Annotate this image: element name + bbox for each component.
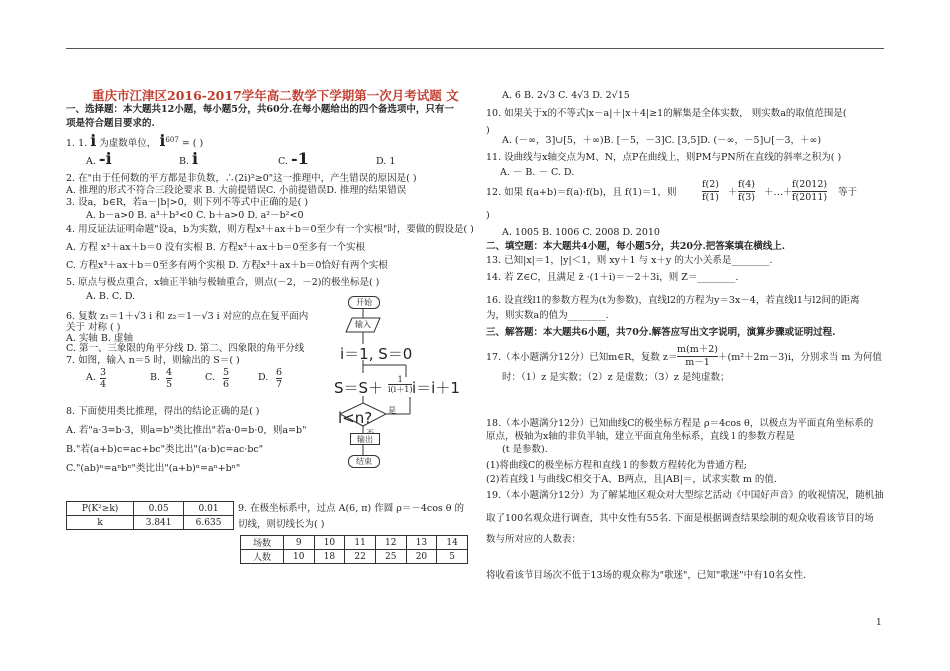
q12-f1-den: f(1) bbox=[702, 192, 719, 203]
q7: 7. 如图，输入 n＝5 时，则输出的 S＝( ) bbox=[66, 355, 240, 366]
q6-cont: 关于 对称 ( ) bbox=[66, 322, 121, 333]
q7-a-num: 3 bbox=[100, 367, 107, 378]
q19-cont3: 将收看该节目场次不低于13场的观众称为"歌迷"，已知"歌迷"中有10名女性. bbox=[486, 570, 807, 581]
q7-b-den: 5 bbox=[166, 379, 173, 390]
critical-value-table bbox=[66, 501, 234, 530]
q7-option-d bbox=[258, 371, 268, 384]
page-number: 1 bbox=[876, 618, 882, 628]
header-rule bbox=[66, 48, 884, 49]
q9-cont: 切线，则切线长为( ) bbox=[238, 519, 325, 530]
q14: 14. 若 Z∈C，且满足 z̄ ·(1＋i)＝－2＋3i，则 Z＝________. bbox=[486, 272, 739, 283]
q1-c-label: C. bbox=[278, 156, 288, 167]
flow-frac-num: 1 bbox=[388, 375, 412, 385]
q7-d-num: 6 bbox=[276, 367, 283, 378]
q12-f1-num: f(2) bbox=[702, 179, 719, 190]
q1-number: 1. 1. bbox=[66, 138, 88, 150]
q7-option-b bbox=[150, 371, 160, 384]
q12-f3-num: f(2012) bbox=[792, 179, 828, 190]
flow-condition: i<n? bbox=[338, 409, 373, 427]
q19: 19.（本小题满分12分）为了解某地区观众对大型综艺活动《中国好声音》的收视情况，随机抽 bbox=[486, 490, 884, 501]
q12-plus: ＋ bbox=[728, 187, 738, 198]
q12-tail: 等于 bbox=[838, 187, 858, 198]
q12-f3-den: f(2011) bbox=[792, 192, 828, 203]
q1-c-value: -1 bbox=[290, 149, 309, 168]
table-cell: 人数 bbox=[241, 550, 284, 564]
q1 bbox=[66, 131, 204, 151]
q7-b-num: 4 bbox=[166, 367, 173, 378]
section-1-heading-cont: 项是符合题目要求的. bbox=[66, 118, 155, 129]
q4: 4. 用反证法证明命题"设a，b为实数，则方程x³＋ax＋b＝0至少有一个实根"时，要做的假设是( ) bbox=[66, 224, 474, 235]
q1-equals: = ( ) bbox=[181, 138, 204, 150]
q10: 10. 如果关于x的不等式|x－a|＋|x＋4|≥1的解集是全体实数， 则实数a的取值范围是( bbox=[486, 108, 847, 119]
q16: 16. 设直线l1的参数方程为(t为参数)，直线l2的方程为y＝3x－4，若直线l1与l2间的距离 bbox=[486, 295, 860, 306]
flow-yes: 是 bbox=[388, 406, 396, 415]
q8-option-a: A. 若"a·3=b·3，则a=b"类比推出"若a·0=b·0，则a=b" bbox=[66, 425, 307, 436]
section-3-heading: 三、解答题：本大题共6小题，共70分.解答应写出文字说明，演算步骤或证明过程. bbox=[486, 327, 836, 338]
q1-option-c bbox=[278, 149, 309, 168]
q1-option-a bbox=[86, 149, 112, 168]
q16-cont: 为，则实数a的值为________. bbox=[486, 310, 609, 321]
q12-f2-num: f(4) bbox=[738, 179, 755, 190]
table-cell: 11 bbox=[345, 536, 376, 550]
flow-frac-den: i(i＋1) bbox=[388, 385, 413, 394]
q4-options-ab: A. 方程 x³＋ax＋b＝0 没有实根 B. 方程x³＋ax＋b＝0至多有一个实根 bbox=[66, 242, 366, 253]
q7-c-den: 6 bbox=[223, 379, 230, 390]
q18-param: (t 是参数). bbox=[502, 444, 548, 455]
q17: 17.（本小题满分12分）已知m∈R，复数 z＝ bbox=[486, 352, 678, 363]
table-cell: 0.01 bbox=[184, 502, 234, 516]
table-cell: P(K²≥k) bbox=[67, 502, 134, 516]
q1-text: 为虚数单位， bbox=[99, 138, 157, 150]
q6-options-cd: C. 第一、三象限的角平分线 D. 第二、四象限的角平分线 bbox=[66, 343, 305, 354]
section-2-heading: 二、填空题：本大题共4小题，每小题5分，共20分.把答案填在横线上. bbox=[486, 241, 786, 252]
q18-cont: 原点，极轴为x轴的非负半轴，建立平面直角坐标系，直线 l 的参数方程是 bbox=[486, 431, 795, 442]
table-cell: 13 bbox=[406, 536, 437, 550]
q8-option-c: C."(ab)ⁿ=aⁿbⁿ"类比出"(a+b)ⁿ=aⁿ+bⁿ" bbox=[66, 463, 241, 474]
table-cell: 20 bbox=[406, 550, 437, 564]
flow-increment: i＝i＋1 bbox=[412, 379, 460, 397]
table-row bbox=[67, 516, 234, 530]
table-row bbox=[241, 550, 468, 564]
section-1-heading: 一、选择题：本大题共12小题，每小题5分，共60分.在每小题给出的四个备选项中，只有一 bbox=[66, 104, 454, 115]
q1-option-b bbox=[179, 149, 199, 168]
table-row bbox=[241, 536, 468, 550]
q7-b-label: B. bbox=[150, 372, 161, 383]
table-cell: 9 bbox=[283, 536, 314, 550]
q18-part2: (2)若直线 l 与曲线C相交于A、B两点，且|AB|＝，试求实数 m 的值. bbox=[486, 474, 777, 485]
q13: 13. 已知|x|＝1，|y|＜1，则 xy＋1 与 x＋y 的大小关系是________. bbox=[486, 255, 773, 266]
q12: 12. 如果 f(a+b)＝f(a)·f(b)，且 f(1)＝1，则 bbox=[486, 187, 677, 198]
table-cell: 0.05 bbox=[134, 502, 184, 516]
q17-num: m(m＋2) bbox=[677, 344, 718, 355]
q19-cont2: 数与所对应的人数表： bbox=[486, 534, 582, 545]
q9: 9. 在极坐标系中，过点 A(6, π) 作圆 ρ＝－4cos θ 的 bbox=[238, 503, 465, 514]
table-cell: 5 bbox=[437, 550, 468, 564]
q10-options: A. (－∞，3]∪[5，＋∞)B. [－5，－3]C. [3,5]D. (－∞，－5]∪[－3，＋∞) bbox=[502, 135, 822, 146]
q7-c-label: C. bbox=[205, 372, 215, 383]
q19-cont: 取了100名观众进行调查，其中女性有55名. 下面是根据调查结果绘制的观众收看该节目的场 bbox=[486, 513, 874, 524]
q1-power-base: i bbox=[159, 131, 166, 151]
q1-a-label: A. bbox=[86, 156, 96, 167]
q9-options: A. 6 B. 2√3 C. 4√3 D. 2√15 bbox=[502, 90, 630, 101]
q1-b-label: B. bbox=[179, 156, 190, 167]
q1-b-value: i bbox=[192, 149, 199, 168]
q3-options: A. b－a>0 B. a³＋b³<0 C. b＋a>0 D. a²－b²<0 bbox=[86, 210, 304, 221]
q7-a-label: A. bbox=[86, 372, 96, 383]
q7-a-fraction bbox=[100, 367, 106, 390]
q12-dots: ＋…＋ bbox=[764, 187, 793, 198]
q7-d-den: 7 bbox=[276, 379, 283, 390]
q12-fraction-2 bbox=[738, 179, 755, 204]
table-cell: 场数 bbox=[241, 536, 284, 550]
flow-input: 输入 bbox=[355, 320, 371, 329]
q18-part1: (1)将曲线C的极坐标方程和直线 l 的参数方程转化为普通方程; bbox=[486, 460, 748, 471]
flow-end: 结束 bbox=[348, 455, 380, 468]
q7-c-num: 5 bbox=[223, 367, 230, 378]
q11-options: A. － B. － C. D. bbox=[500, 167, 575, 178]
q1-i-symbol: i bbox=[90, 131, 97, 151]
q17-parts: 时：（1）z 是实数；（2）z 是虚数；（3）z 是纯虚数； bbox=[502, 372, 730, 383]
q7-a-den: 4 bbox=[100, 379, 107, 390]
q12-f2-den: f(3) bbox=[738, 192, 755, 203]
flow-init: i＝1, S＝0 bbox=[340, 345, 413, 363]
q1-a-value: -i bbox=[98, 149, 112, 168]
q12-paren: ) bbox=[486, 210, 490, 221]
flow-start: 开始 bbox=[348, 296, 380, 309]
flowchart bbox=[330, 293, 480, 473]
q7-d-fraction bbox=[276, 367, 282, 390]
q7-option-c bbox=[205, 371, 215, 384]
q1-option-d: D. 1 bbox=[376, 156, 396, 167]
table-cell: k bbox=[67, 516, 134, 530]
q7-d-label: D. bbox=[258, 372, 269, 383]
flow-body: S＝S＋ bbox=[334, 379, 384, 397]
table-cell: 14 bbox=[437, 536, 468, 550]
table-cell: 3.841 bbox=[134, 516, 184, 530]
q2: 2. 在"由于任何数的平方都是非负数，∴(2i)²≥0"这一推理中，产生错误的原因是( ) bbox=[66, 173, 417, 184]
q5: 5. 原点与极点重合，x轴正半轴与极轴重合，则点(－2，－2)的极坐标是( ) bbox=[66, 277, 380, 288]
q4-options-cd: C. 方程x³＋ax＋b＝0至多有两个实根 D. 方程x³＋ax＋b＝0恰好有两个实根 bbox=[66, 260, 388, 271]
q17-tail: ＋(m²＋2m－3)i，分别求当 m 为何值 bbox=[718, 352, 882, 363]
q2-options: A. 推理的形式不符合三段论要求 B. 大前提错误C. 小前提错误D. 推理的结果错误 bbox=[66, 185, 407, 196]
table-row bbox=[67, 502, 234, 516]
q1-exponent: 607 bbox=[165, 136, 179, 144]
flow-output: 输出 bbox=[350, 433, 380, 445]
table-cell: 25 bbox=[375, 550, 406, 564]
q17-den: m－1 bbox=[685, 357, 710, 368]
q11: 11. 设曲线与x轴交点为M、N，点P在曲线上，则PM与PN所在直线的斜率之积为( ) bbox=[486, 152, 842, 163]
flow-fraction bbox=[388, 375, 412, 394]
table-cell: 22 bbox=[345, 550, 376, 564]
table-cell: 6.635 bbox=[184, 516, 234, 530]
q12-fraction-1 bbox=[702, 179, 719, 204]
q7-option-a bbox=[86, 371, 96, 384]
q6-options-ab: A. 实轴 B. 虚轴 bbox=[66, 333, 133, 344]
q12-fraction-3 bbox=[792, 179, 827, 204]
q12-options: A. 1005 B. 1006 C. 2008 D. 2010 bbox=[502, 227, 660, 238]
q6: 6. 复数 z₁＝1＋√3 i 和 z₂＝1－√3 i 对应的点在复平面内 bbox=[66, 311, 309, 322]
table-cell: 10 bbox=[283, 550, 314, 564]
table-cell: 12 bbox=[375, 536, 406, 550]
q5-options: A. B. C. D. bbox=[86, 291, 136, 302]
q7-b-fraction bbox=[166, 367, 172, 390]
q8-option-b: B."若(a+b)c=ac+bc"类比出"(a·b)c=ac·bc" bbox=[66, 444, 264, 455]
page-title: 重庆市江津区2016-2017学年高二数学下学期第一次月考试题 文 bbox=[92, 88, 459, 103]
q18: 18.（本小题满分12分）已知曲线C的极坐标方程是 ρ＝4cos θ，以极点为平面直角坐标系的 bbox=[486, 418, 874, 429]
q17-fraction bbox=[677, 344, 718, 369]
q7-c-fraction bbox=[223, 367, 229, 390]
table-cell: 10 bbox=[314, 536, 345, 550]
table-cell: 18 bbox=[314, 550, 345, 564]
q3: 3. 设a，b∈R，若a－|b|>0，则下列不等式中正确的是( ) bbox=[66, 197, 309, 208]
q8: 8. 下面使用类比推理，得出的结论正确的是( ) bbox=[66, 406, 260, 417]
q10-paren: ) bbox=[486, 125, 490, 136]
viewing-count-table bbox=[240, 535, 468, 564]
